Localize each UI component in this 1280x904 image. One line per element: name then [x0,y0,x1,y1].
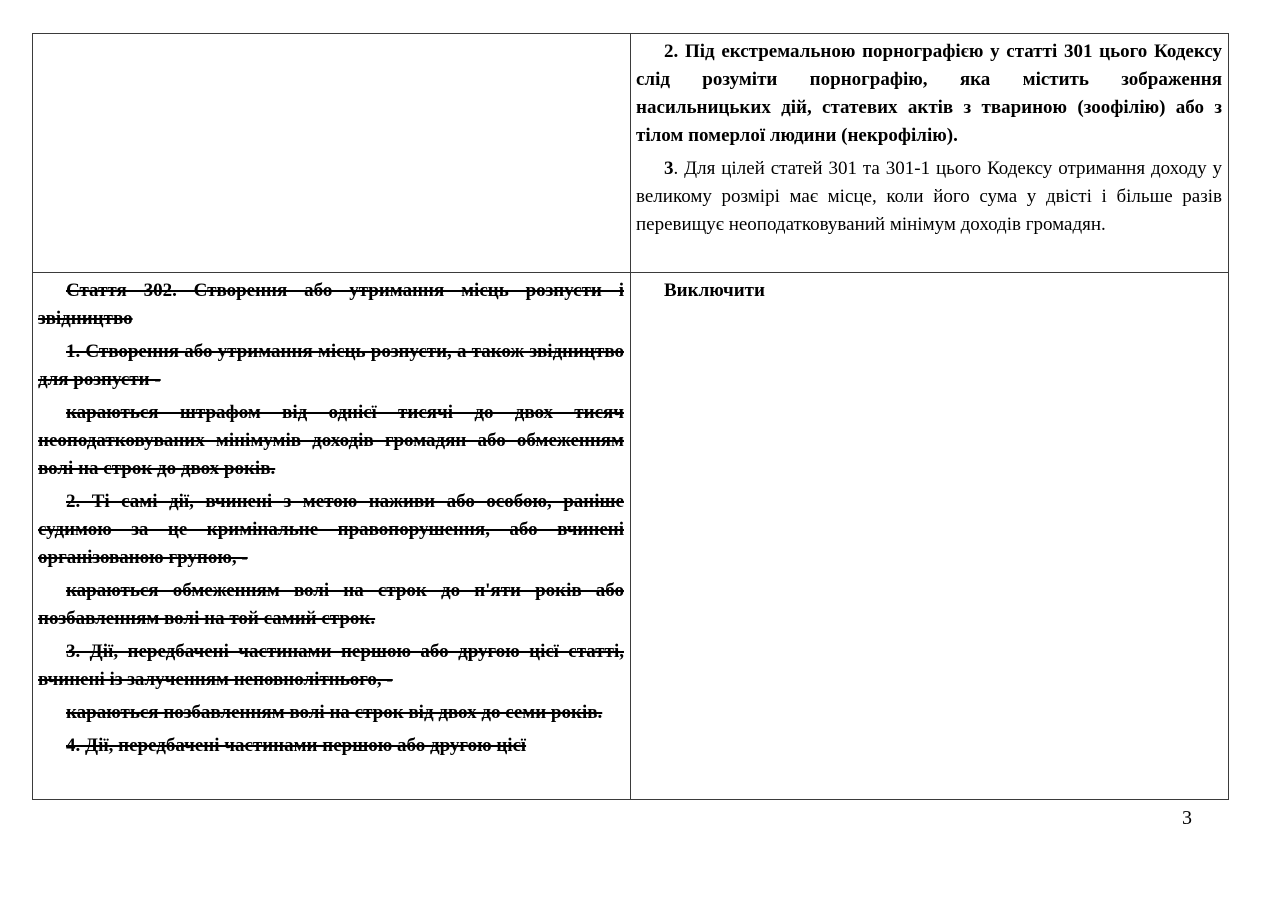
table-cell-proposed-version-top [631,34,1228,273]
paragraph: Виключити [664,280,765,301]
law-comparison-table [32,33,1229,800]
page-number: 3 [1182,807,1192,829]
paragraph: караються позбавленням волі на строк від двох до семи років. [66,702,603,723]
paragraph: 3. Для цілей статей 301 та 301-1 цього Кодексу отримання доходу у великому розмірі має місце, коли його сума у двісті і більше разів перевищує неоподатковуваний мінімум доходів громадян. [636,158,1222,235]
paragraph: 2. Ті самі дії, вчинені з метою наживи або особою, раніше судимою за це кримінальне правопорушення, або вчинені організованою групою, - [38,491,624,568]
paragraph: караються штрафом від однієї тисячі до двох тисяч неоподатковуваних мінімумів доходів громадян або обмеженням волі на строк до двох років. [38,402,624,479]
table-cell-current-version-bottom [33,273,631,799]
paragraph-lead-number: 2 [664,41,674,62]
paragraph: 1. Створення або утримання місць розпусти, а також звідництво для розпусти - [38,341,624,390]
table-cell-proposed-version-bottom [631,273,1228,799]
paragraph: 4. Дії, передбачені частинами першою або другою цієї [66,735,527,756]
paragraph: 3. Дії, передбачені частинами першою або другою цієї статті, вчинені із залученням неповнолітнього, - [38,641,624,690]
paragraph: Стаття 302. Створення або утримання місць розпусти і звідництво [38,280,624,329]
table-cell-current-version-top [33,34,631,273]
paragraph-lead-number: 3 [664,158,674,179]
paragraph: караються обмеженням волі на строк до п'яти років або позбавленням волі на той самий строк. [38,580,624,629]
paragraph: 2. Під екстремальною порнографією у статті 301 цього Кодексу слід розуміти порнографію, яка містить зображення насильницьких дій, статевих актів з твариною (зоофілію) або з тілом померлої людини (некрофілію). [636,41,1222,146]
